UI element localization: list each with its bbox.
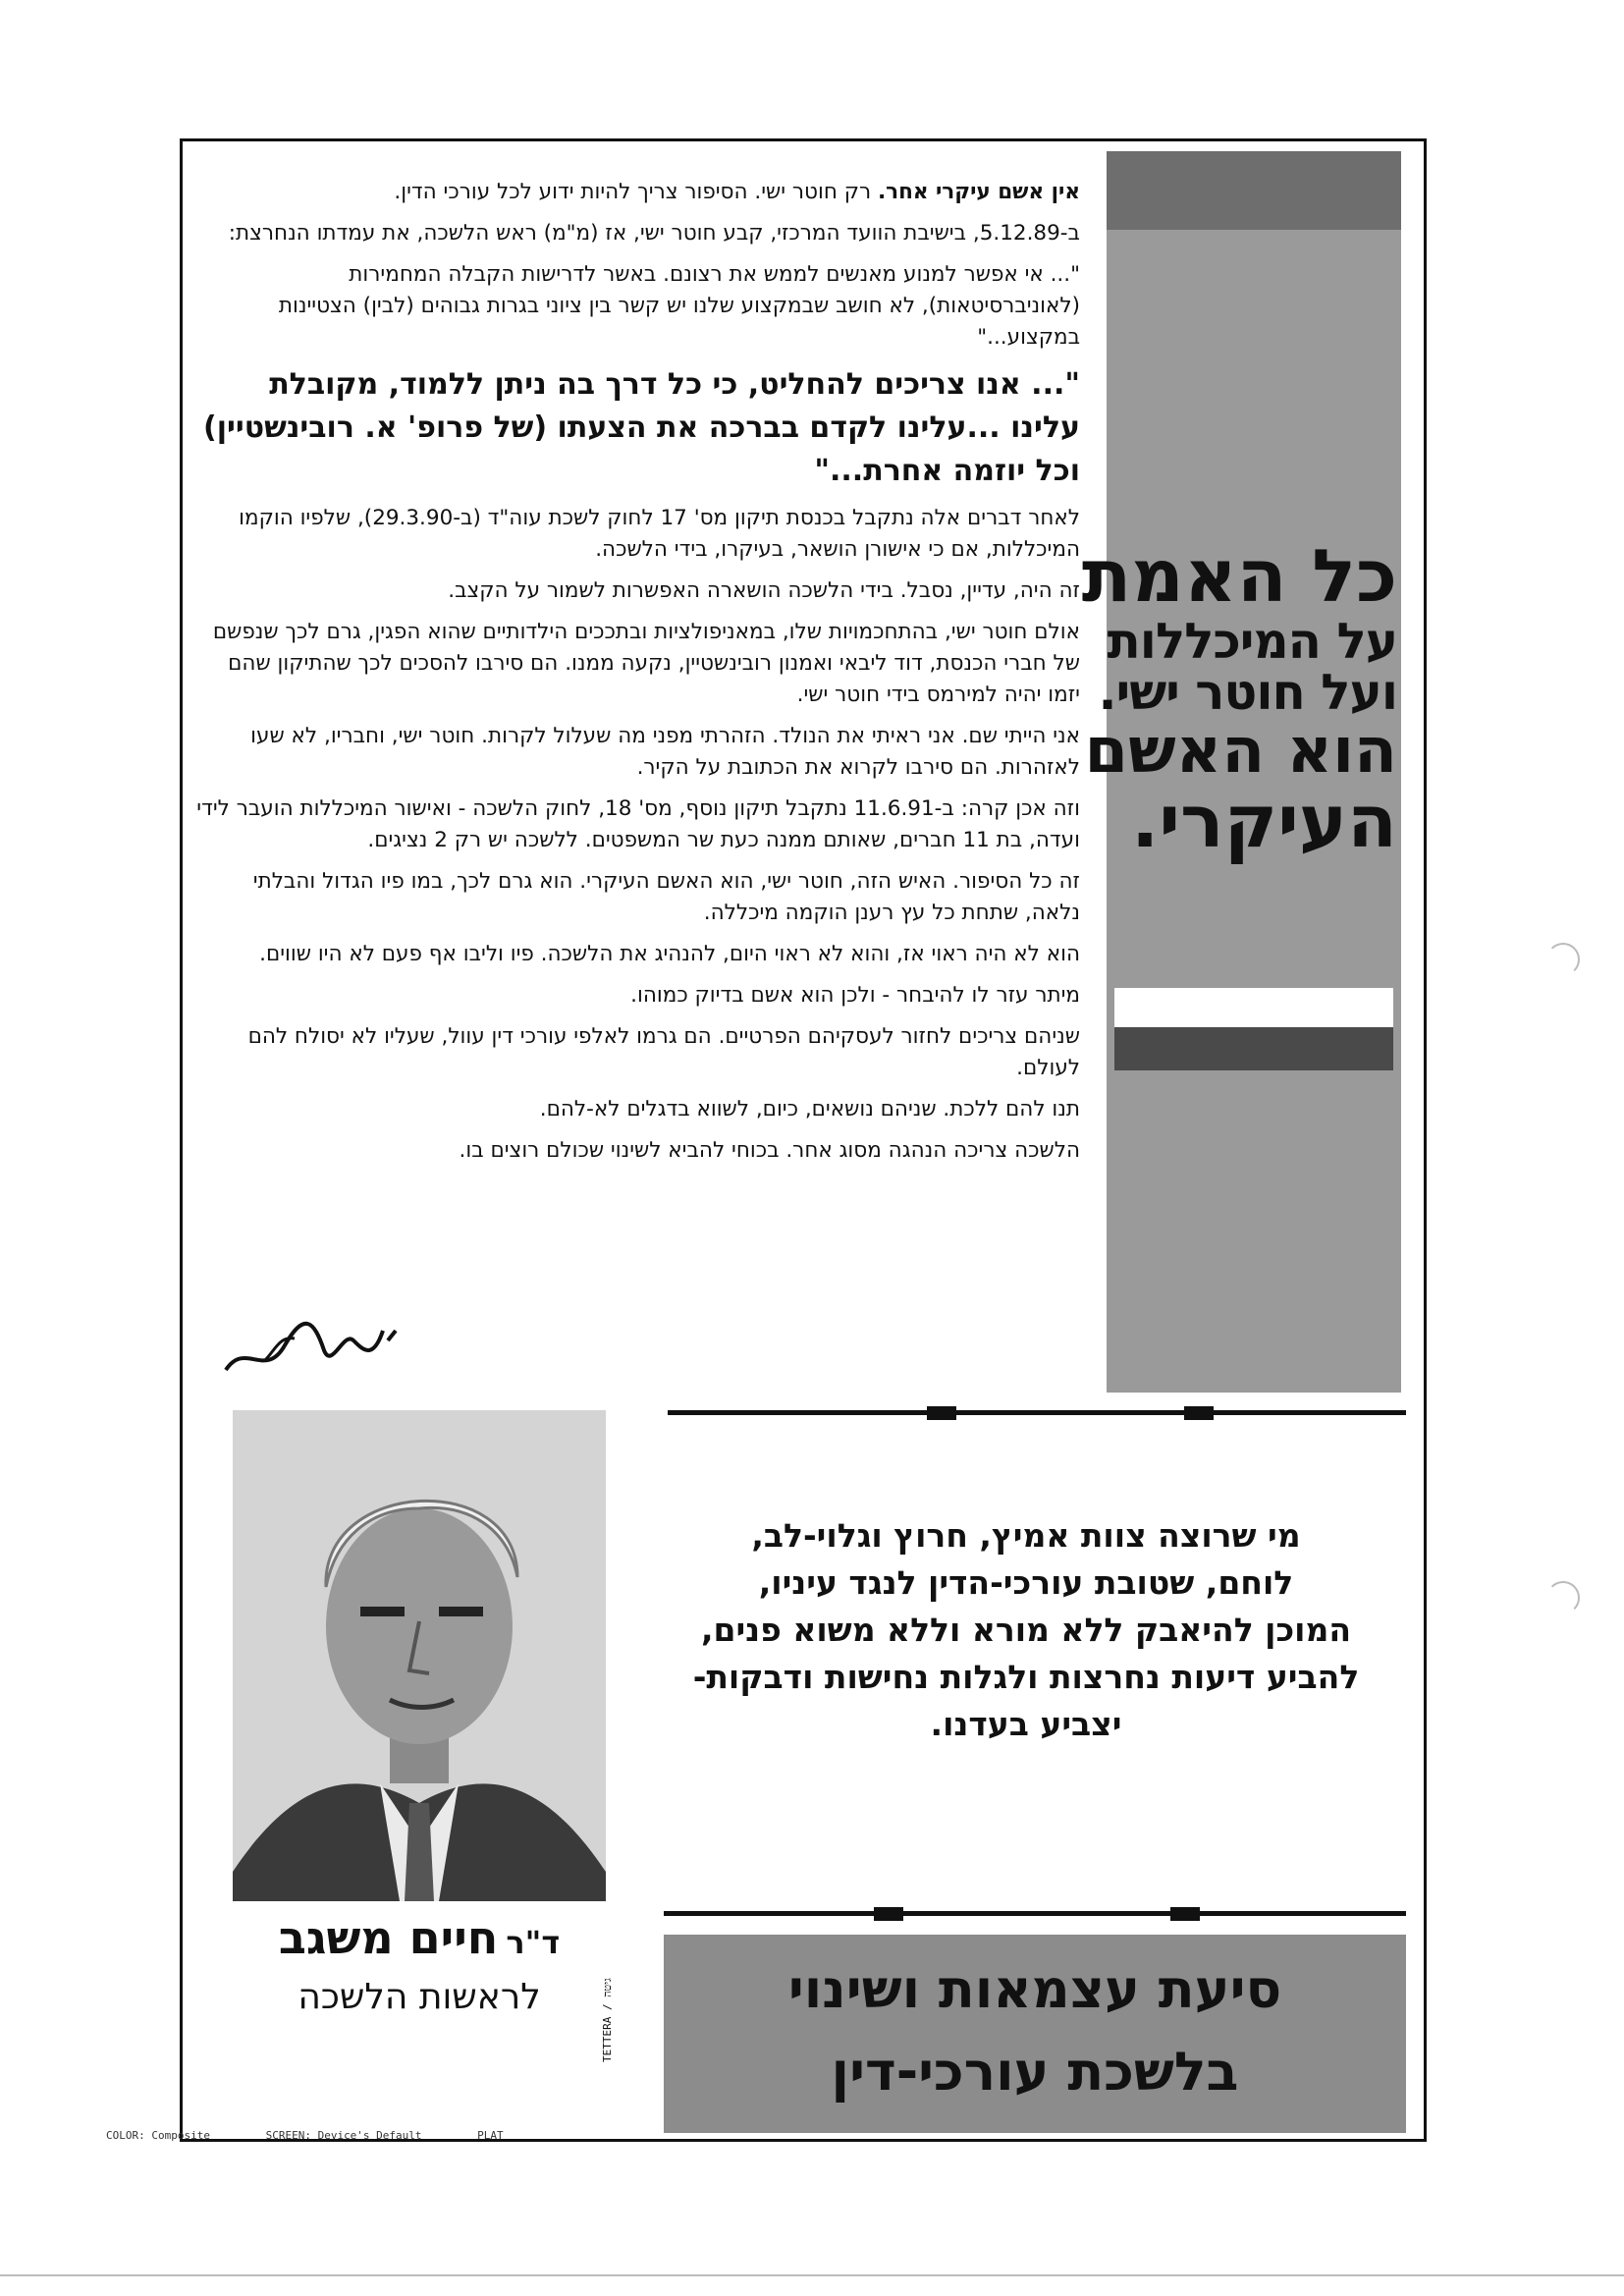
article-lead (196, 177, 1080, 208)
paragraph: ב-5.12.89, בישיבת הוועד המרכזי, קבע חוטר ישי, אז (מ"מ) ראש הלשכה, את עמדתו הנחרצת: (228, 221, 1080, 246)
candidate-caption (233, 1910, 606, 2021)
print-marks (106, 2129, 676, 2149)
sidebar-dark-bar (1114, 1027, 1393, 1070)
print-color: COLOR: Composite (106, 2129, 210, 2142)
banner-line-1: סיעת עצמאות ושינוי (787, 1958, 1282, 2020)
cta-line-1: מי שרוצה צוות אמיץ, חרוץ וגלוי-לב, (751, 1516, 1301, 1555)
pull-quote: "... אנו צריכים להחליט, כי כל דרך בה ניתן ללמוד, מקובלת עלינו ...עלינו לקדם בברכה את הצעתו (של פרופ' א. רובינשטיין) וכל יוזמה אחרת..." (203, 367, 1080, 488)
headline-line-2: על המיכללות (1107, 612, 1397, 670)
lead-bold: אין אשם עיקרי אחר. (877, 180, 1080, 204)
headline-sidebar (1081, 151, 1401, 1393)
separator-notch (874, 1907, 903, 1921)
candidate-name: חיים משגב (278, 1911, 499, 1964)
headline-line-5: העיקרי. (1131, 779, 1397, 864)
sidebar-gap (1114, 988, 1393, 1027)
separator-notch (1184, 1406, 1214, 1420)
paragraph: לאחר דברים אלה נתקבל בכנסת תיקון מס' 17 לחוק לשכת עוה"ד (ב-29.3.90), שלפיו הוקמו המיכללות, אם כי אישורן הושאר, בעיקרו, בידי הלשכה. (239, 506, 1080, 562)
paragraph: וזה אכן קרה: ב-11.6.91 נתקבל תיקון נוסף, מס' 18, לחוק הלשכה - ואישור המיכללות הועבר לידי ועדה, בת 11 חברים, שאותם ממנה כעת שר המשפטים. ללשכה יש רק 2 נציגים. (196, 796, 1080, 852)
punch-hole-mark (1546, 1581, 1580, 1614)
lead-rest: רק חוטר ישי. הסיפור צריך להיות ידוע לכל עורכי הדין. (394, 180, 878, 204)
paragraph: אני הייתי שם. אני ראיתי את הנולד. הזהרתי מפני מה שעלול לקרות. חוטר ישי, וחבריו, לא שעו לאזהרות. הם סירבו לקרוא את הכתובת על הקיר. (250, 724, 1080, 780)
article-body (196, 177, 1080, 1176)
cta-line-4: להביע דיעות נחרצות ולגלות נחישות ודבקות- (692, 1658, 1360, 1696)
paragraph: אולם חוטר ישי, בהתחכמויות שלו, במאניפולציות ובתככים הילדותיים שהוא הפגין, גרם לכך שנפשם של חברי הכנסת, דוד ליבאי ואמנון רובינשטיין, נקעה ממנו. הם סירבו להסכים לכך שהתיקון שהם יזמו יהיה למירמס בידי חוטר ישי. (212, 620, 1080, 707)
banner-line-2: בלשכת עורכי-דין (831, 2041, 1239, 2103)
headline-line-1: כל האמת (1081, 534, 1397, 619)
paragraph: תנו להם ללכת. שניהם נושאים, כיום, לשווא בדגלים לא-להם. (539, 1097, 1080, 1121)
party-banner (664, 1935, 1406, 2133)
candidate-name-line (233, 1910, 606, 1970)
punch-hole-mark (1546, 943, 1580, 976)
call-to-action (638, 1512, 1414, 1748)
paragraph: מיתר עזר לו להיבחר - ולכן הוא אשם בדיוק כמוהו. (630, 983, 1080, 1008)
print-screen: SCREEN: Device's Default (265, 2129, 422, 2142)
headline-line-3: ועל חוטר ישי. (1098, 664, 1397, 722)
cta-line-5: יצביע בעדנו. (930, 1705, 1122, 1743)
candidate-subtitle: לראשות הלשכה (298, 1977, 541, 2017)
scan-edge-line (0, 2274, 1624, 2276)
portrait-illustration (233, 1410, 606, 1901)
separator-notch (927, 1406, 956, 1420)
paragraph: הוא לא היה ראוי אז, והוא לא ראוי היום, להנהיג את הלשכה. פיו וליבו אף פעם לא היו שווים. (259, 942, 1080, 966)
photo-credit: TETTERA / גיטה (601, 1978, 614, 2062)
headline-line-4: הוא האשם (1084, 714, 1397, 788)
print-plate: PLAT (477, 2129, 504, 2142)
paragraph: זה היה, עדיין, נסבל. בידי הלשכה הושארה האפשרות לשמור על הקצב. (448, 578, 1080, 603)
quote: "... אי אפשר למנוע מאנשים לממש את רצונם. באשר לדרישות הקבלה המחמירות (לאוניברסיטאות), לא חושב שבמקצוע שלנו יש קשר בין ציוני בגרות גבוהים (לבין) הצטיינות במקצוע..." (278, 262, 1080, 350)
sidebar-dark-band (1107, 151, 1401, 230)
separator-notch (1170, 1907, 1200, 1921)
paragraph: שניהם צריכים לחזור לעסקיהם הפרטיים. הם גרמו לאלפי עורכי דין עוול, שעליו לא יסולח להם לעולם. (247, 1024, 1080, 1080)
paragraph: הלשכה צריכה הנהגה מסוג אחר. בכוחי להביא לשינוי שכולם רוצים בו. (459, 1138, 1080, 1163)
signature (206, 1301, 403, 1390)
candidate-title-prefix: ד"ר (506, 1924, 561, 1961)
cta-line-2: לוחם, שטובת עורכי-הדין לנגד עיניו, (758, 1563, 1294, 1602)
paragraph: זה כל הסיפור. האיש הזה, חוטר ישי, הוא האשם העיקרי. הוא גרם לכך, במו פיו הגדול והבלתי נלאה, שתחת כל עץ רענן הוקמה מיכללה. (252, 869, 1080, 925)
candidate-photo (233, 1410, 606, 1901)
cta-line-3: המוכן להיאבק ללא מורא וללא משוא פנים, (700, 1611, 1352, 1649)
sidebar-headline (1081, 534, 1397, 864)
separator-rule-top (668, 1410, 1406, 1415)
separator-rule-bottom (664, 1911, 1406, 1916)
